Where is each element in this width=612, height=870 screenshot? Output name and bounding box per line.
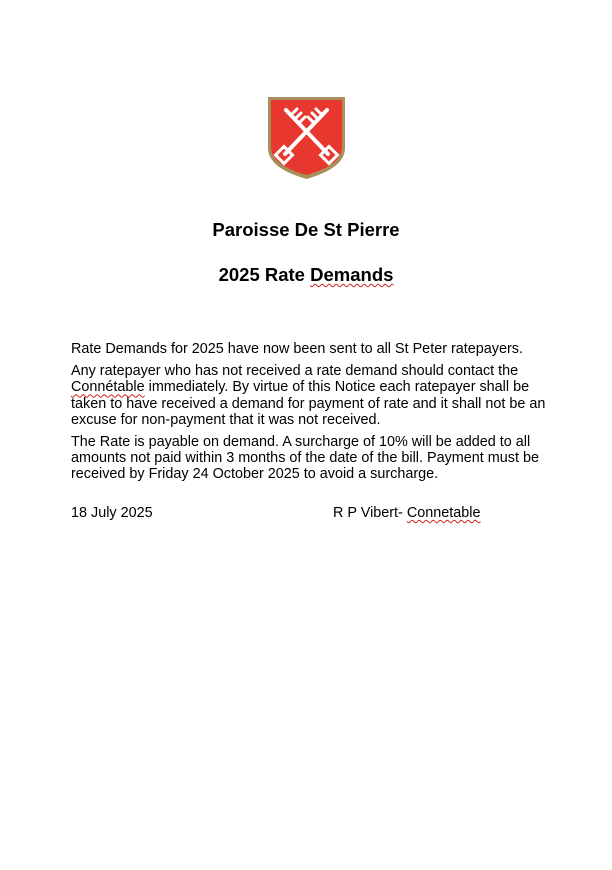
notice-date: 18 July 2025 bbox=[71, 505, 153, 521]
subtitle-demands-word: Demands bbox=[310, 264, 394, 285]
connetable-word: Connétable bbox=[71, 379, 145, 396]
page-subtitle bbox=[0, 264, 612, 286]
paragraph-rate-demands-sent: Rate Demands for 2025 have now been sent to all St Peter ratepayers. bbox=[71, 341, 523, 357]
paragraph-surcharge: The Rate is payable on demand. A surcharge of 10% will be added to all amounts not paid within 3 months of the date of the bill. Payment must be received by Friday 24 October 2025 to avoid a surcharge. bbox=[71, 434, 539, 483]
subtitle-prefix: 2025 Rate bbox=[218, 264, 311, 285]
page-title: Paroisse De St Pierre bbox=[212, 219, 400, 240]
paragraph-2-start: Any ratepayer who has not received a rate demand should contact the bbox=[71, 363, 519, 380]
signature-name: R P Vibert- bbox=[333, 505, 407, 521]
paragraph-2-end: immediately. By virtue of this Notice each ratepayer shall be taken to have received a demand for payment of rate and it shall not be an excuse for non-payment that it was not received. bbox=[71, 379, 546, 428]
signature bbox=[333, 505, 480, 521]
notice-body bbox=[71, 341, 546, 489]
crossed-keys-shield-icon bbox=[267, 96, 346, 180]
paragraph-contact-connetable bbox=[71, 363, 546, 428]
signature-title: Connetable bbox=[406, 505, 481, 521]
